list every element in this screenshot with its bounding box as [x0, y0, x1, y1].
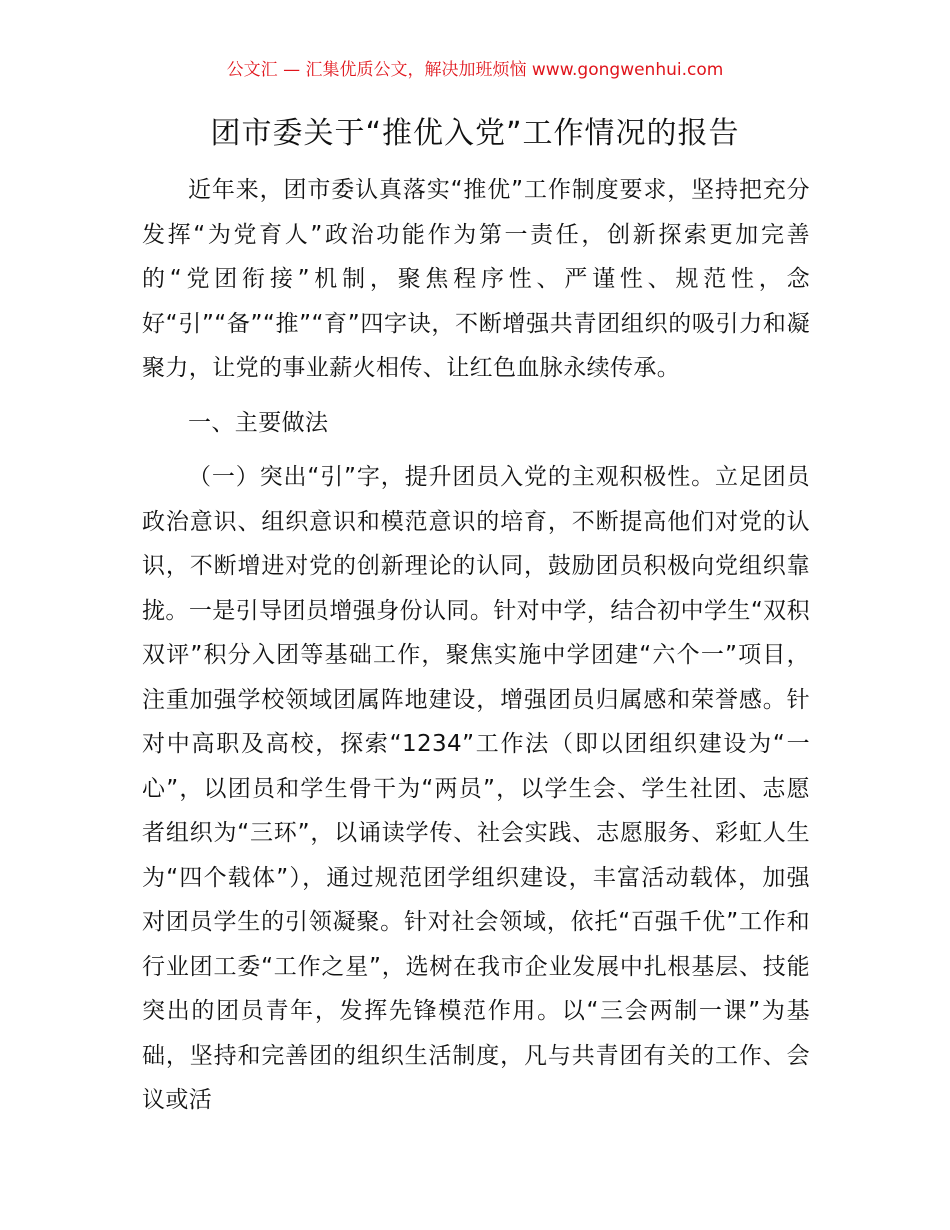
document-body — [142, 168, 810, 1123]
body-paragraph: （一）突出“引”字，提升团员入党的主观积极性。立足团员政治意识、组织意识和模范意识的培育，不断提高他们对党的认识，不断增进对党的创新理论的认同，鼓励团员积极向党组织靠拢。一是引导团员增强身份认同。针对中学，结合初中学生“双积双评”积分入团等基础工作，聚焦实施中学团建“六个一”项目，注重加强学校领域团属阵地建设，增强团员归属感和荣誉感。针对中高职及高校，探索“1234”工作法（即以团组织建设为“一心”，以团员和学生骨干为“两员”，以学生会、学生社团、志愿者组织为“三环”，以诵读学传、社会实践、志愿服务、彩虹人生为“四个载体”），通过规范团学组织建设，丰富活动载体，加强对团员学生的引领凝聚。针对社会领域，依托“百强千优”工作和行业团工委“工作之星”，选树在我市企业发展中扎根基层、技能突出的团员青年，发挥先锋模范作用。以“三会两制一课”为基础，坚持和完善团的组织生活制度，凡与共青团有关的工作、会议或活 — [142, 464, 810, 1113]
document-title: 团市委关于“推优入党”工作情况的报告 — [210, 116, 740, 151]
section-heading: 一、主要做法 — [188, 409, 329, 436]
intro-paragraph: 近年来，团市委认真落实“推优”工作制度要求，坚持把充分发挥“为党育人”政治功能作为第一责任，创新探索更加完善的“党团衔接”机制，聚焦程序性、严谨性、规范性，念好“引”“备”“推”“育”四字诀，不断增强共青团组织的吸引力和凝聚力，让党的事业薪火相传、让红色血脉永续传承。 — [142, 177, 810, 381]
site-banner: 公文汇 — 汇集优质公文，解决加班烦恼 www.gongwenhui.com — [226, 60, 724, 80]
